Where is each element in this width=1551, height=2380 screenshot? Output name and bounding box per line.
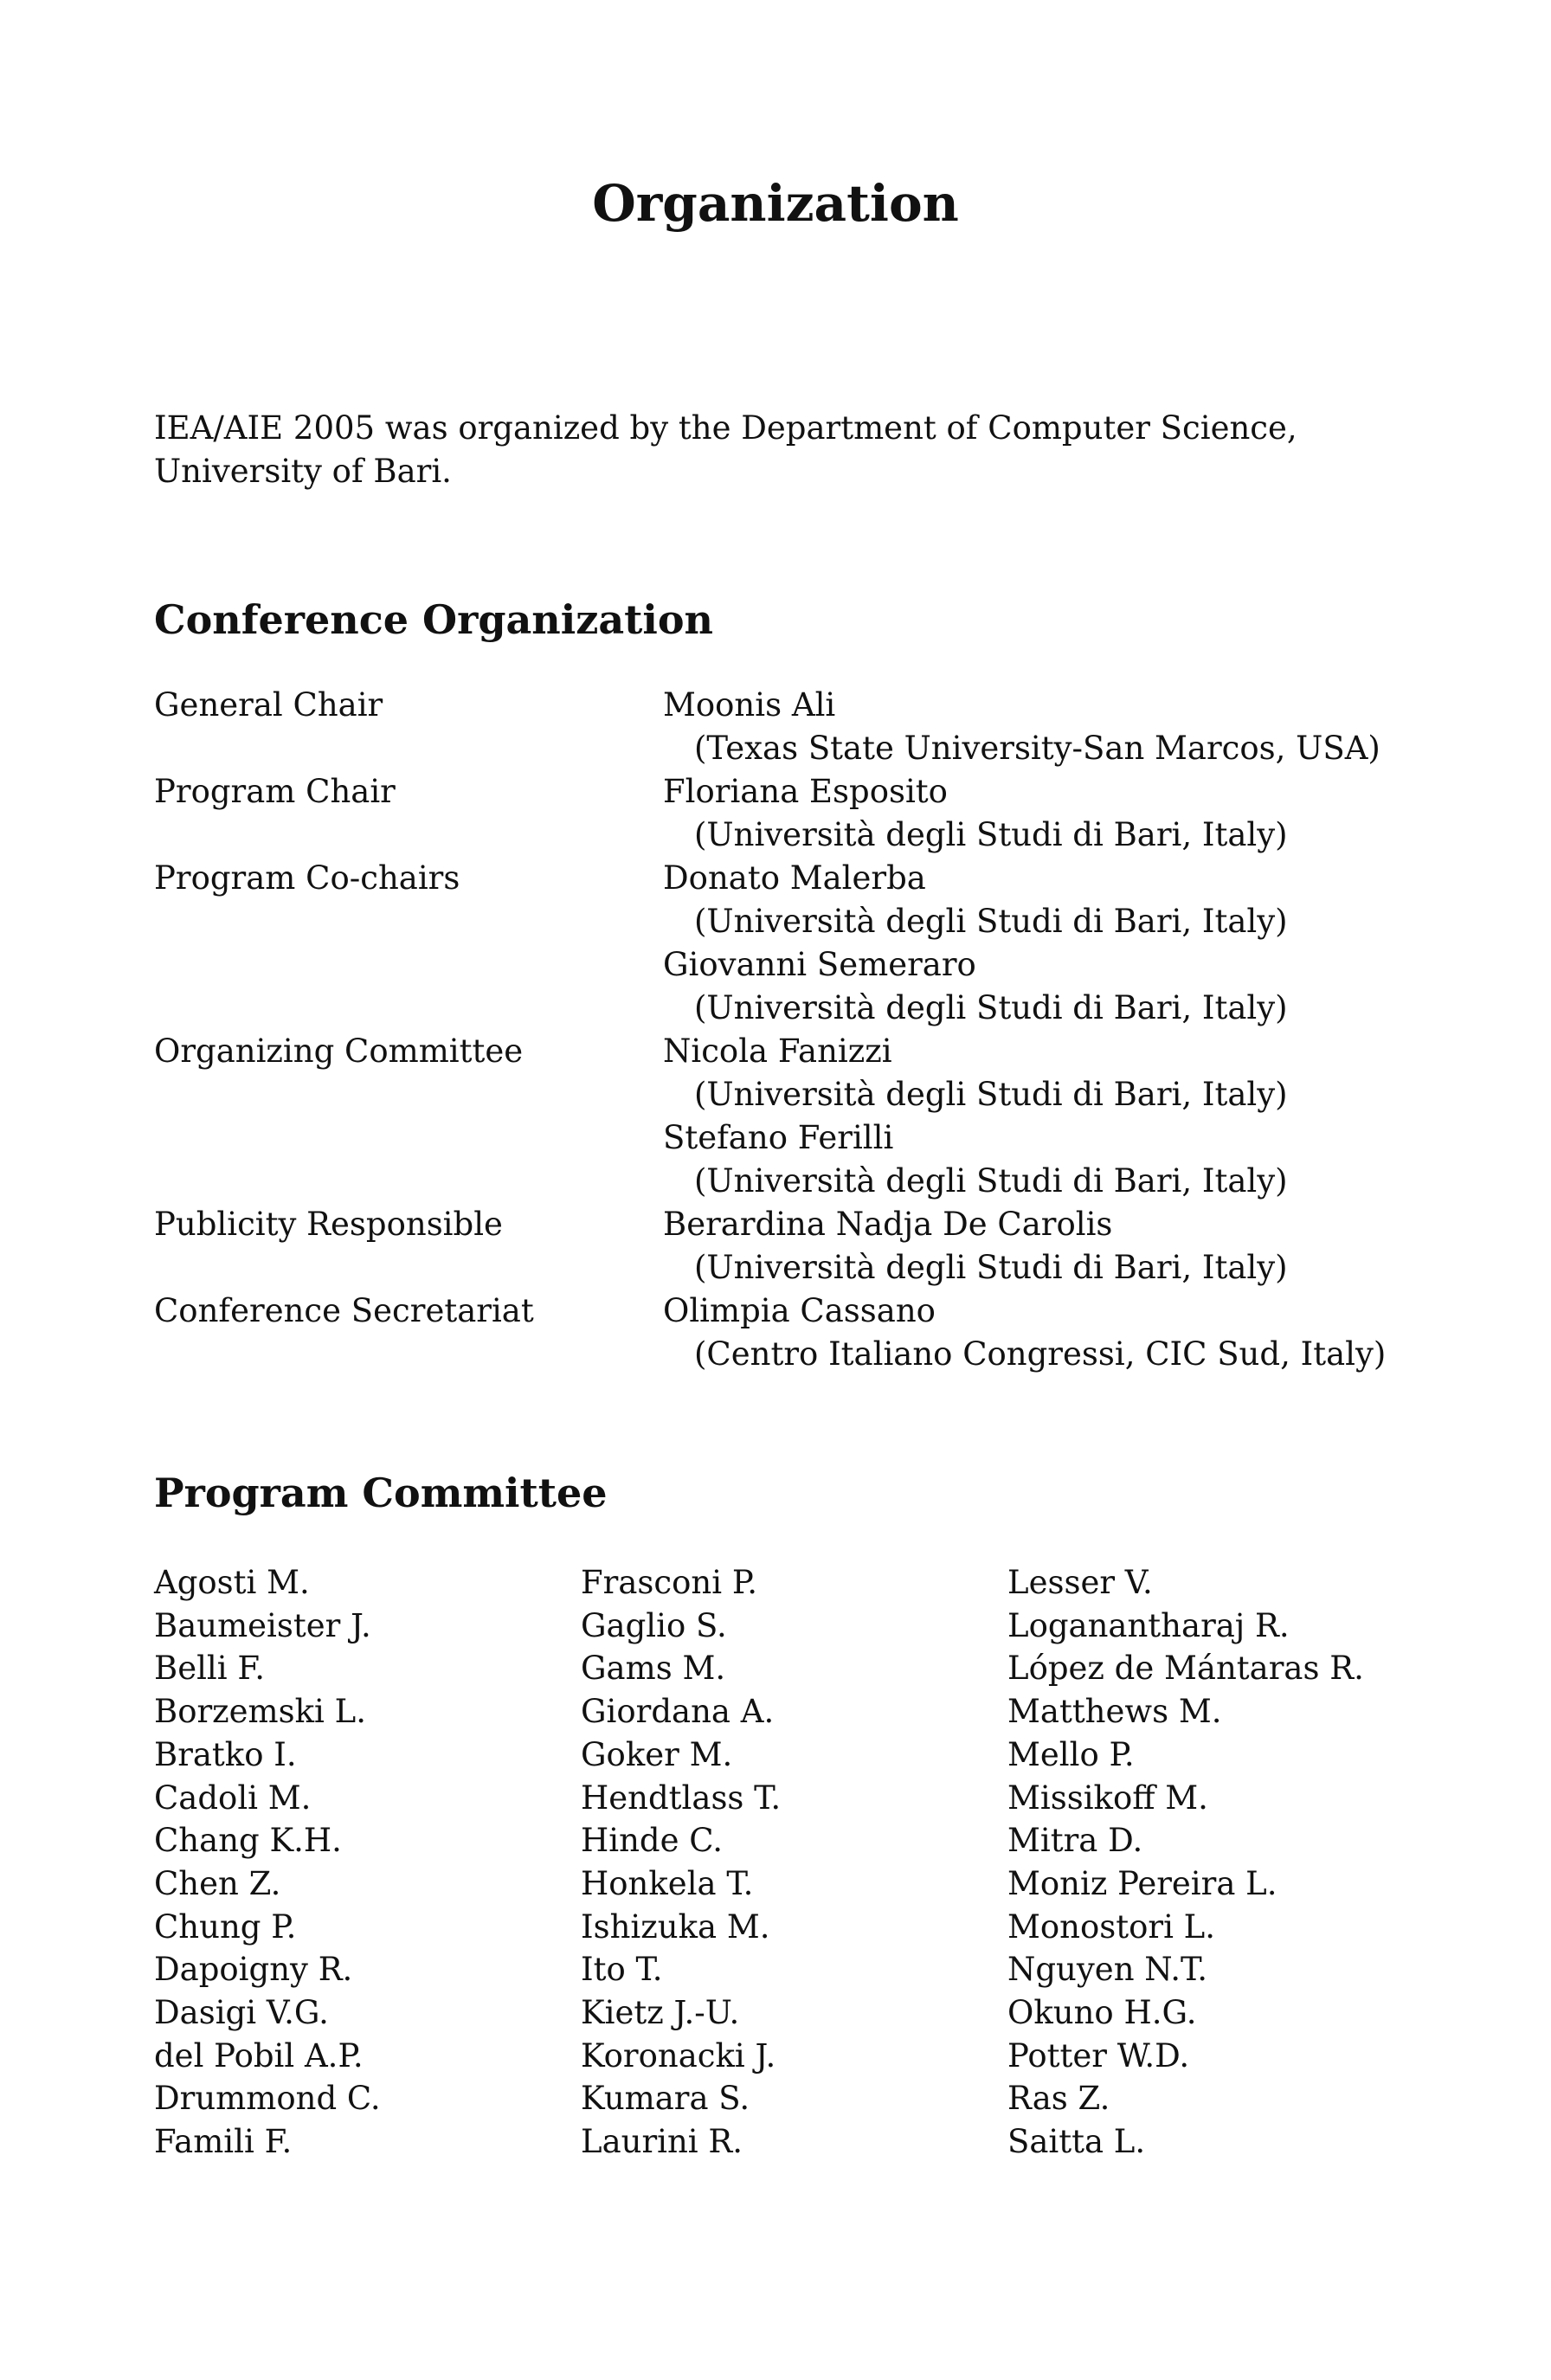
role-row <box>154 1290 1400 1376</box>
committee-member: López de Mántaras R. <box>1007 1650 1364 1688</box>
conference-organization-heading: Conference Organization <box>154 596 713 643</box>
committee-member: Borzemski L. <box>154 1693 366 1731</box>
program-committee-list <box>154 1561 1434 2164</box>
committee-member: Giordana A. <box>581 1693 775 1731</box>
committee-member: Chung P. <box>154 1907 297 1946</box>
committee-member: Kumara S. <box>581 2080 750 2118</box>
committee-member: Monostori L. <box>1007 1907 1216 1946</box>
conference-roles-list <box>154 684 1400 1376</box>
committee-member: Ito T. <box>581 1951 663 1989</box>
committee-member: Belli F. <box>154 1650 266 1688</box>
program-committee-heading: Program Committee <box>154 1470 608 1516</box>
committee-member: Cadoli M. <box>154 1779 312 1817</box>
committee-member: Famili F. <box>154 2123 293 2161</box>
role-people <box>663 1030 1400 1203</box>
committee-member: Hinde C. <box>581 1822 724 1860</box>
person-name: Berardina Nadja De Carolis <box>663 1206 1113 1243</box>
committee-column <box>154 1561 581 2164</box>
committee-member: Baumeister J. <box>154 1606 371 1644</box>
committee-member: Matthews M. <box>1007 1693 1222 1731</box>
committee-member: Laurini R. <box>581 2123 743 2161</box>
person-name: Moonis Ali <box>663 686 836 724</box>
committee-column <box>1007 1561 1434 2164</box>
committee-member: Moniz Pereira L. <box>1007 1864 1277 1902</box>
committee-member: Potter W.D. <box>1007 2036 1190 2074</box>
committee-member: Mello P. <box>1007 1735 1135 1773</box>
person-affiliation: (Università degli Studi di Bari, Italy) <box>694 989 1288 1026</box>
committee-member: Ishizuka M. <box>581 1907 770 1946</box>
committee-member: Saitta L. <box>1007 2123 1146 2161</box>
role-row <box>154 1203 1400 1290</box>
committee-member: Kietz J.-U. <box>581 1994 740 2032</box>
committee-member: Koronacki J. <box>581 2036 776 2074</box>
committee-member: Hendtlass T. <box>581 1779 782 1817</box>
role-label: Publicity Responsible <box>154 1206 503 1243</box>
committee-member: Chang K.H. <box>154 1822 342 1860</box>
role-label: Program Chair <box>154 773 396 810</box>
role-label: Organizing Committee <box>154 1032 524 1070</box>
committee-member: Ras Z. <box>1007 2080 1110 2118</box>
committee-member: Nguyen N.T. <box>1007 1951 1208 1989</box>
role-label: Program Co-chairs <box>154 859 460 897</box>
committee-member: Drummond C. <box>154 2080 381 2118</box>
committee-member: del Pobil A.P. <box>154 2036 364 2074</box>
person-name: Stefano Ferilli <box>663 1119 894 1156</box>
role-label: Conference Secretariat <box>154 1292 534 1329</box>
person-name: Nicola Fanizzi <box>663 1032 892 1070</box>
role-people <box>663 684 1400 770</box>
committee-member: Chen Z. <box>154 1864 281 1902</box>
person-name: Giovanni Semeraro <box>663 946 976 983</box>
person-name: Floriana Esposito <box>663 773 948 810</box>
committee-member: Agosti M. <box>154 1564 310 1601</box>
role-people <box>663 1203 1400 1290</box>
person-affiliation: (Centro Italiano Congressi, CIC Sud, Italy) <box>694 1335 1387 1373</box>
committee-member: Gams M. <box>581 1650 726 1688</box>
role-row <box>154 684 1400 770</box>
person-affiliation: (Università degli Studi di Bari, Italy) <box>694 1162 1288 1200</box>
committee-member: Lesser V. <box>1007 1564 1153 1601</box>
intro-paragraph: IEA/AIE 2005 was organized by the Department of Computer Science, University of Bari. <box>154 409 1297 490</box>
committee-member: Bratko I. <box>154 1735 297 1773</box>
committee-member: Gaglio S. <box>581 1606 727 1644</box>
role-people <box>663 770 1400 857</box>
role-people <box>663 857 1400 1030</box>
role-label: General Chair <box>154 686 383 724</box>
committee-member: Loganantharaj R. <box>1007 1606 1290 1644</box>
committee-member: Missikoff M. <box>1007 1779 1208 1817</box>
person-name: Donato Malerba <box>663 859 926 897</box>
person-affiliation: (Università degli Studi di Bari, Italy) <box>694 1249 1288 1286</box>
committee-member: Frasconi P. <box>581 1564 757 1601</box>
committee-member: Dasigi V.G. <box>154 1994 329 2032</box>
role-row <box>154 770 1400 857</box>
role-row <box>154 1030 1400 1203</box>
person-affiliation: (Università degli Studi di Bari, Italy) <box>694 1076 1288 1113</box>
role-row <box>154 857 1400 1030</box>
person-affiliation: (Texas State University-San Marcos, USA) <box>694 730 1380 767</box>
committee-member: Goker M. <box>581 1735 733 1773</box>
committee-column <box>581 1561 1007 2164</box>
person-affiliation: (Università degli Studi di Bari, Italy) <box>694 816 1288 853</box>
person-name: Olimpia Cassano <box>663 1292 936 1329</box>
committee-member: Mitra D. <box>1007 1822 1143 1860</box>
committee-member: Dapoigny R. <box>154 1951 353 1989</box>
committee-member: Honkela T. <box>581 1864 754 1902</box>
person-affiliation: (Università degli Studi di Bari, Italy) <box>694 903 1288 940</box>
role-people <box>663 1290 1400 1376</box>
committee-member: Okuno H.G. <box>1007 1994 1197 2032</box>
page-title: Organization <box>592 174 959 233</box>
